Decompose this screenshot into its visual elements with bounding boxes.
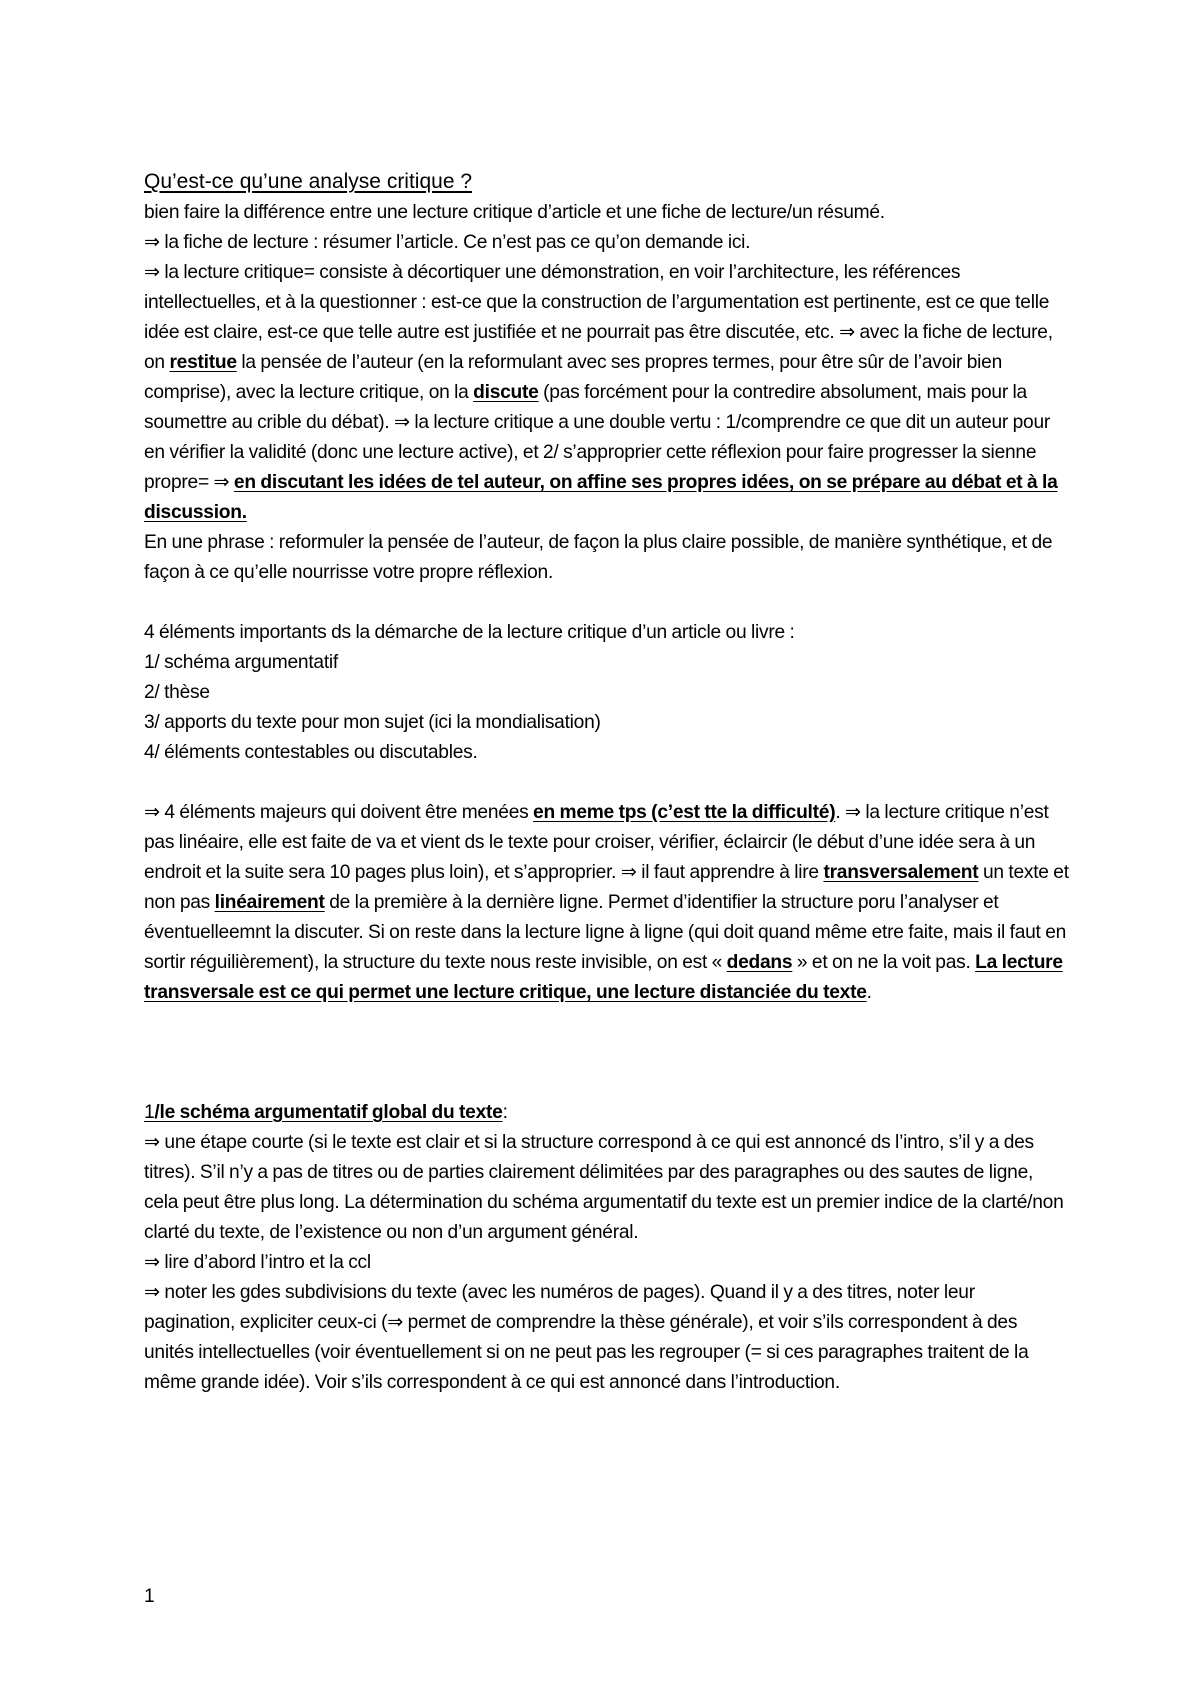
page-content xyxy=(144,168,1069,1398)
underlined-term-restitue: restitue xyxy=(169,352,237,373)
blank-lines xyxy=(144,1008,1069,1098)
section-colon: : xyxy=(502,1102,508,1123)
text-run: la pensée de l’auteur (en la reformulant avec ses propres termes, pour être sûr de l’avoir bien comprise), avec la lecture critique, on la xyxy=(144,352,1003,403)
intro-line-1: bien faire la différence entre une lecture critique d’article et une fiche de lecture/un résumé. xyxy=(144,202,885,223)
page-number: 1 xyxy=(144,1586,155,1607)
text-run: ⇒ 4 éléments majeurs qui doivent être menées xyxy=(144,802,534,823)
section-paragraph-3: ⇒ noter les gdes subdivisions du texte (avec les numéros de pages). Quand il y a des titres, noter leur pagination, expliciter ceux-ci (⇒ permet de comprendre la thèse générale), et voir s’ils correspondent à des unités intellectuelles (voir éventuellement si on ne peut pas les regrouper (= si ces paragraphes traitent de la même grande idée). Voir s’ils correspondent à ce qui est annoncé dans l’introduction. xyxy=(144,1282,1029,1393)
blank-line xyxy=(144,768,1069,798)
emphasis-conclusion: en discutant les idées de tel auteur, on affine ses propres idées, on se prépare au débat et à la discussion. xyxy=(144,472,1058,523)
section-paragraph-2: ⇒ lire d’abord l’intro et la ccl xyxy=(144,1252,371,1273)
emphasis-same-time: en meme tps (c’est tte la difficulté) xyxy=(533,802,836,823)
blank-line xyxy=(144,588,1069,618)
text-run: ⇒ la lecture critique= consiste à décortiquer une démonstration, en voir l’architecture, les références intellectuelles, et à la questionner : est-ce que la construction de l’argumentation est pertinente, est ce que telle idée est claire, est-ce que telle autre est justifiée et ne pourrait pas être discutée, etc. ⇒ avec la fiche de lecture, on xyxy=(144,262,1053,373)
text-run: un texte et non pas xyxy=(144,862,1069,913)
elements-item: 4/ éléments contestables ou discutables. xyxy=(144,742,478,763)
elements-item: 2/ thèse xyxy=(144,682,210,703)
text-run: de la première à la dernière ligne. Permet d’identifier la structure poru l’analyser et éventuelleemnt la discuter. Si on reste dans la lecture ligne à ligne (qui doit quand même etre faite, mais il faut en sortir réguilièrement), la structure du texte nous reste invisible, on est « xyxy=(144,892,1067,973)
emphasis-lineairement: linéairement xyxy=(214,892,325,913)
critical-reading-paragraph xyxy=(144,258,1069,528)
intro-line-2: ⇒ la fiche de lecture : résumer l’article. Ce n’est pas ce qu’on demande ici. xyxy=(144,232,751,253)
emphasis-dedans: dedans xyxy=(726,952,793,973)
section-title: /le schéma argumentatif global du texte xyxy=(154,1102,503,1123)
emphasis-transversal-reading: La lecture transversale est ce qui permet une lecture critique, une lecture distanciée du texte xyxy=(144,952,1063,1003)
underlined-term-discute: discute xyxy=(473,382,539,403)
emphasis-transversalement: transversalement xyxy=(823,862,979,883)
elements-item: 3/ apports du texte pour mon sujet (ici la mondialisation) xyxy=(144,712,601,733)
text-run: . xyxy=(866,982,872,1003)
elements-item: 1/ schéma argumentatif xyxy=(144,652,339,673)
page-title: Qu’est-ce qu’une analyse critique ? xyxy=(144,170,473,193)
section-heading xyxy=(144,1098,1069,1128)
section-number: 1 xyxy=(144,1102,155,1123)
text-run: . ⇒ la lecture critique n’est pas linéaire, elle est faite de va et vient ds le texte pour croiser, vérifier, éclaircir (le début d’une idée sera à un endroit et la suite sera 10 pages plus loin), et s’approprier. ⇒ il faut apprendre à lire xyxy=(144,802,1049,883)
major-elements-paragraph xyxy=(144,798,1069,1008)
section-paragraph-1: ⇒ une étape courte (si le texte est clair et si la structure correspond à ce qui est annoncé ds l’intro, s’il y a des titres). S’il n’y a pas de titres ou de parties clairement délimitées par des paragraphes ou des sautes de ligne, cela peut être plus long. La détermination du schéma argumentatif du texte est un premier indice de la clarté/non clarté du texte, de l’existence ou non d’un argument général. xyxy=(144,1132,1064,1243)
summary-sentence: En une phrase : reformuler la pensée de l’auteur, de façon la plus claire possible, de manière synthétique, et de façon à ce qu’elle nourrisse votre propre réflexion. xyxy=(144,532,1053,583)
text-run: (pas forcément pour la contredire absolument, mais pour la soumettre au crible du débat). ⇒ la lecture critique a une double vertu : 1/comprendre ce que dit un auteur pour en vérifier la validité (donc une lecture active), et 2/ s’approprier cette réflexion pour faire progresser la sienne propre= ⇒ xyxy=(144,382,1051,493)
elements-heading: 4 éléments importants ds la démarche de la lecture critique d’un article ou livre : xyxy=(144,622,795,643)
text-run: » et on ne la voit pas. xyxy=(792,952,976,973)
